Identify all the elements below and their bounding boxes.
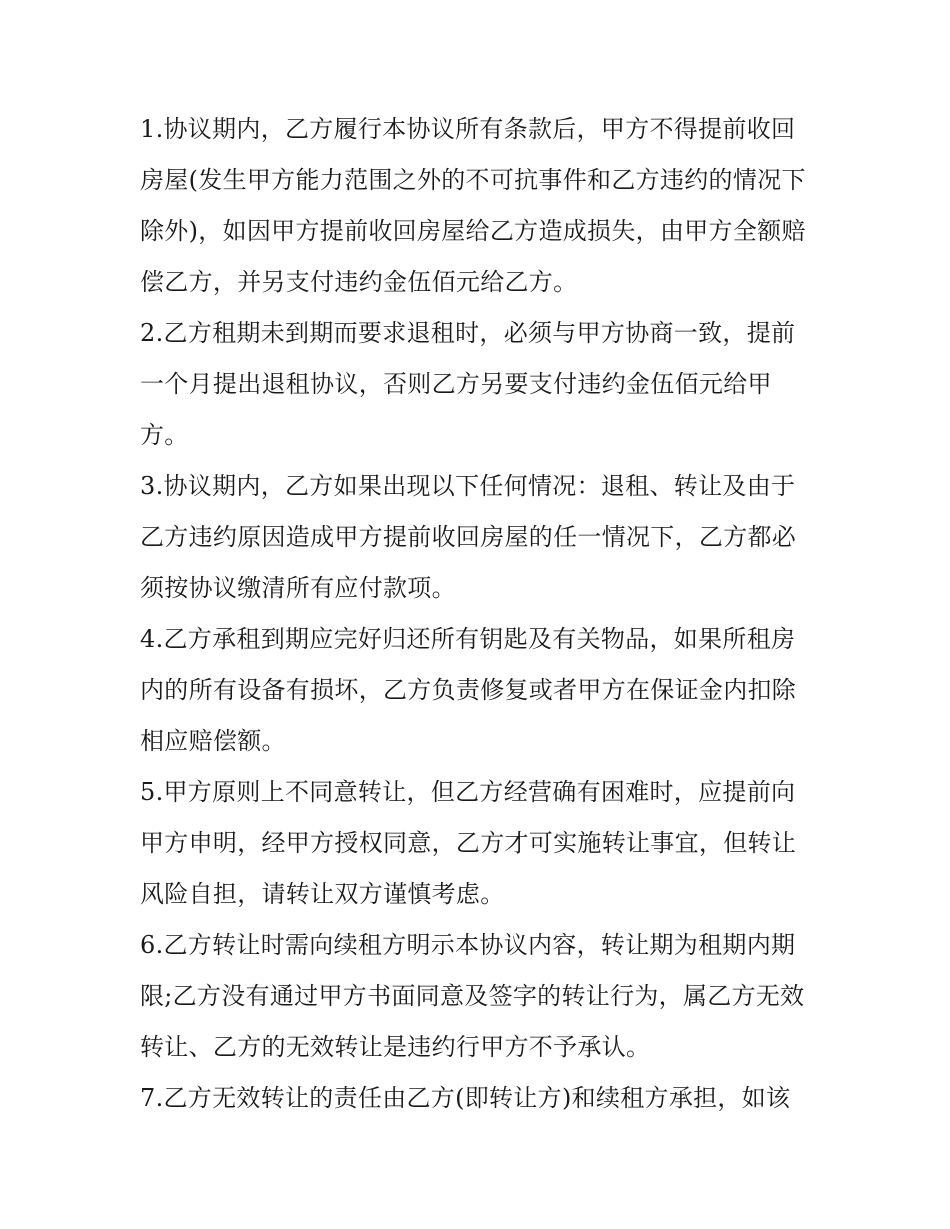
clause-1: 1.协议期内，乙方履行本协议所有条款后，甲方不得提前收回房屋(发生甲方能力范围之外的不可抗事件和乙方违约的情况下除外)，如因甲方提前收回房屋给乙方造成损失，由甲方全额赔偿乙方，并另支付违约金伍佰元给乙方。 xyxy=(140,115,806,296)
clause-2: 2.乙方租期未到期而要求退租时，必须与甲方协商一致，提前一个月提出退租协议，否则乙方另要支付违约金伍佰元给甲方。 xyxy=(140,319,796,449)
document-body xyxy=(140,104,812,1124)
clause-3: 3.协议期内，乙方如果出现以下任何情况：退租、转让及由于乙方违约原因造成甲方提前收回房屋的任一情况下，乙方都必须按协议缴清所有应付款项。 xyxy=(140,472,797,602)
clause-6: 6.乙方转让时需向续租方明示本协议内容，转让期为租期内期限;乙方没有通过甲方书面同意及签字的转让行为，属乙方无效转让、乙方的无效转让是违约行甲方不予承认。 xyxy=(140,931,805,1061)
clause-7: 7.乙方无效转让的责任由乙方(即转让方)和续租方承担，如该 xyxy=(140,1084,791,1112)
clause-4: 4.乙方承租到期应完好归还所有钥匙及有关物品，如果所租房内的所有设备有损坏，乙方负责修复或者甲方在保证金内扣除相应赔偿额。 xyxy=(140,625,797,755)
clause-5: 5.甲方原则上不同意转让，但乙方经营确有困难时，应提前向甲方申明，经甲方授权同意，乙方才可实施转让事宜，但转让风险自担，请转让双方谨慎考虑。 xyxy=(140,778,797,908)
